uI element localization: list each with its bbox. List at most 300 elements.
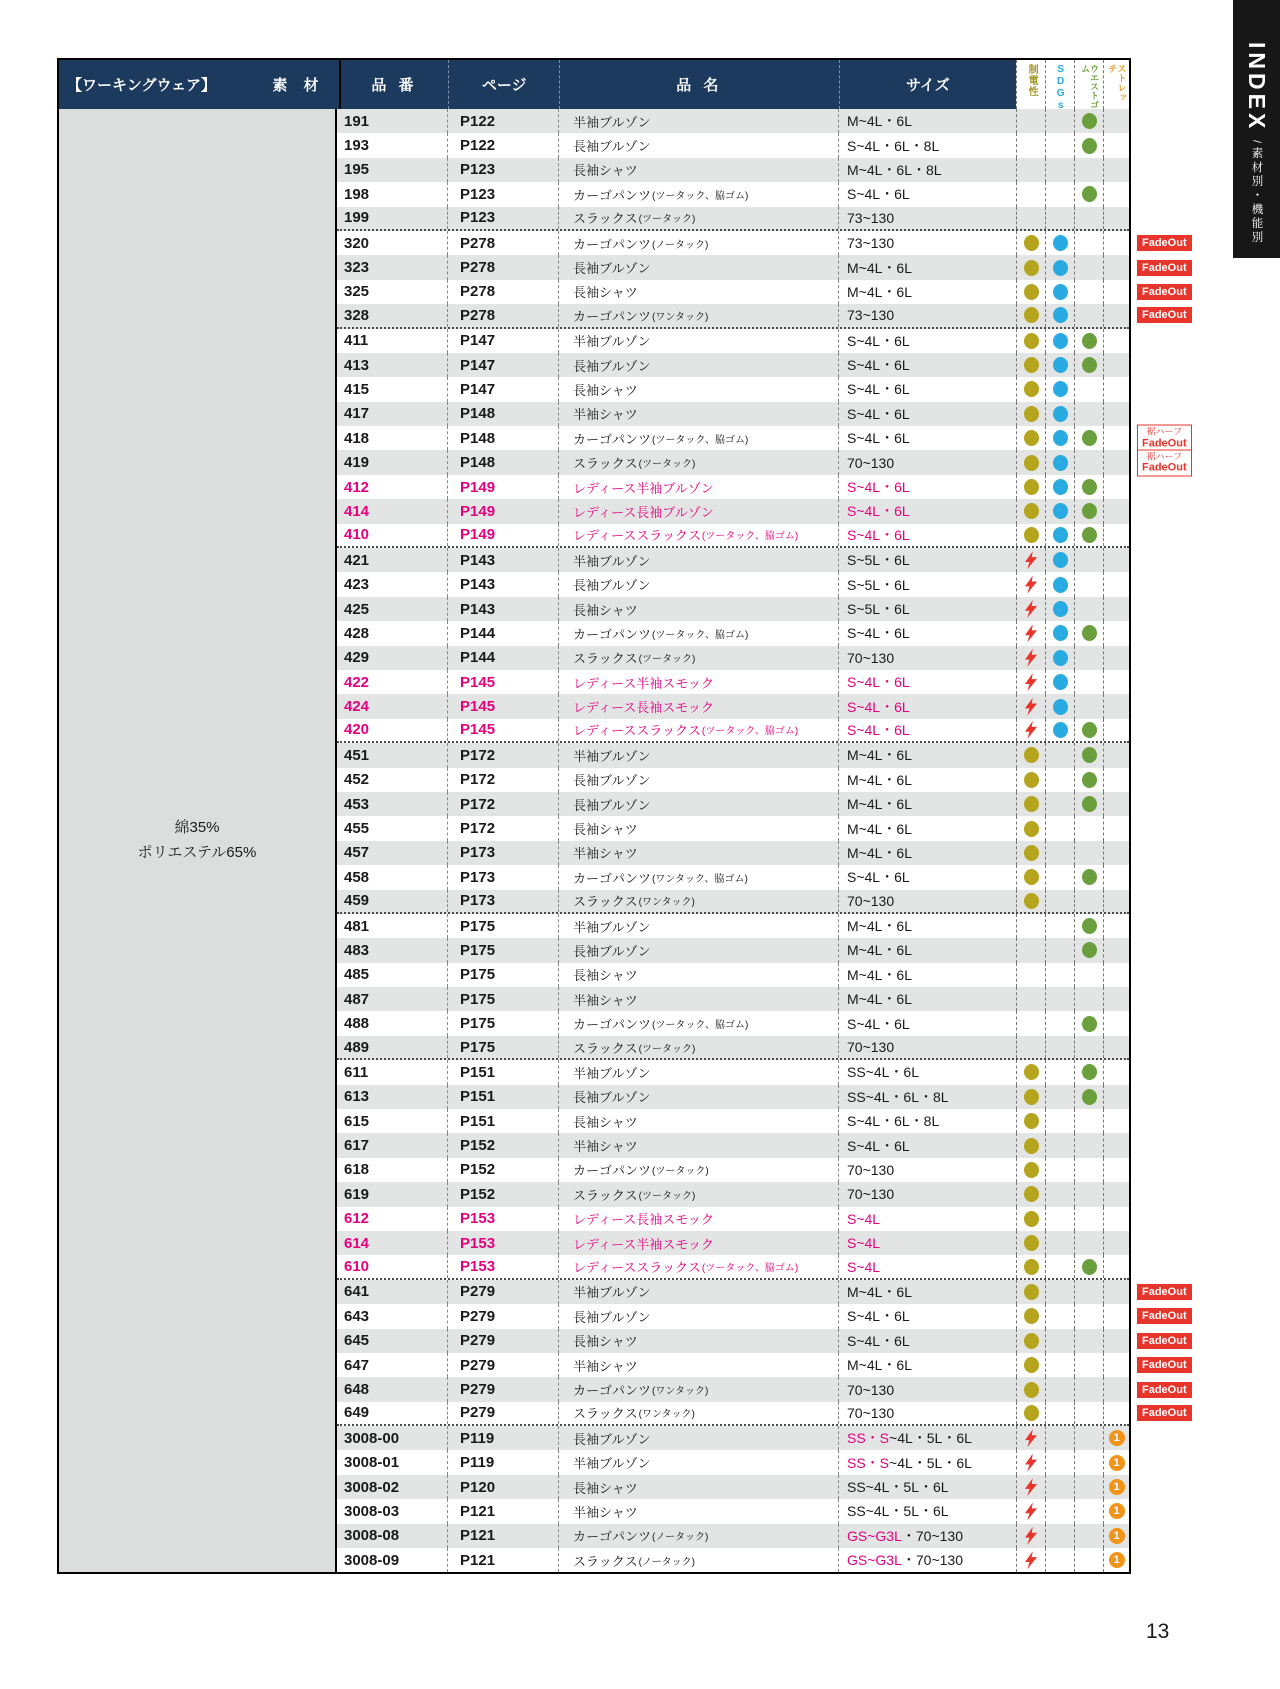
fadeout-badge: FadeOut [1137, 1333, 1192, 1349]
product-name-suffix: (ツータック) [638, 1043, 696, 1055]
waist-elastic-cell [1074, 890, 1103, 912]
page-ref-cell: P173 [447, 865, 558, 889]
size-text: 70~130 [847, 649, 895, 666]
size-text: 73~130 [847, 235, 895, 252]
page-ref-cell: P278 [447, 304, 558, 326]
header-product-number: 品 番 [339, 60, 449, 109]
product-number-cell: 193 [344, 137, 370, 155]
stretch-cell [1103, 1133, 1129, 1157]
size-text: S~4L・6L [847, 357, 910, 374]
waist-elastic-cell [1074, 1280, 1103, 1304]
waist-elastic-cell [1074, 280, 1103, 304]
table-row [337, 402, 1129, 426]
antistatic-dot-icon [1024, 1284, 1039, 1300]
product-number-cell: 419 [344, 454, 370, 472]
sdgs-cell [1045, 182, 1074, 206]
product-number-cell: 3008-01 [344, 1454, 400, 1472]
table-row [337, 987, 1129, 1011]
product-name-text: 長袖シャツ [573, 382, 638, 398]
antistatic-cell [1016, 670, 1045, 694]
table-row [337, 207, 1129, 231]
size-text: S~4L・6L [847, 526, 910, 543]
antistatic-cell [1016, 1255, 1045, 1277]
sdgs-cell [1045, 1060, 1074, 1084]
stretch-cell [1103, 231, 1129, 255]
product-name-cell [558, 426, 838, 450]
product-number-cell: 320 [344, 234, 370, 252]
fadeout-badge: FadeOut [1137, 1284, 1192, 1300]
table-row [337, 694, 1129, 718]
page-ref-cell: P149 [447, 475, 558, 499]
size-cell [838, 255, 1016, 279]
product-number-cell: 614 [344, 1234, 370, 1252]
waist-elastic-cell [1074, 158, 1103, 182]
size-text: S~4L [847, 1235, 881, 1252]
page-ref-cell: P175 [447, 1036, 558, 1058]
product-number-cell: 325 [344, 283, 370, 301]
size-text: ~4L・5L・6L [889, 1430, 972, 1447]
size-cell [838, 768, 1016, 792]
antistatic-cell [1016, 719, 1045, 741]
product-name-text: レディーススラックス [573, 1260, 701, 1276]
stretch-cell [1103, 1231, 1129, 1255]
page-ref-cell: P123 [447, 207, 558, 229]
table-row [337, 1377, 1187, 1401]
waist-elastic-cell [1074, 572, 1103, 596]
stretch-cell [1103, 670, 1129, 694]
waist-elastic-cell [1074, 1182, 1103, 1206]
size-text: S~4L・6L [847, 332, 910, 349]
sdgs-cell [1045, 1231, 1074, 1255]
antistatic-cell [1016, 1426, 1045, 1450]
size-cell [838, 1036, 1016, 1058]
size-text: S~4L・6L [847, 1332, 910, 1349]
sdgs-dot-icon [1053, 381, 1068, 397]
table-row [337, 426, 1187, 450]
product-name-text: 半袖シャツ [573, 992, 638, 1008]
sdgs-dot-icon [1053, 577, 1068, 593]
antistatic-bolt-icon [1024, 673, 1039, 691]
fadeout-badge: FadeOut [1137, 1382, 1192, 1398]
page-ref-cell: P149 [447, 524, 558, 546]
size-cell [838, 1085, 1016, 1109]
product-name-suffix: (ワンタック、脇ゴム) [652, 873, 748, 885]
page-ref-cell: P172 [447, 792, 558, 816]
size-text: S~4L・6L [847, 405, 910, 422]
table-row [337, 182, 1129, 206]
page-ref-cell: P151 [447, 1060, 558, 1084]
size-cell [838, 1255, 1016, 1277]
product-name-suffix: (ノータック) [638, 1556, 695, 1568]
sdgs-cell [1045, 1329, 1074, 1353]
antistatic-dot-icon [1024, 1064, 1039, 1080]
antistatic-cell [1016, 841, 1045, 865]
product-name-text: レディーススラックス [573, 723, 701, 739]
stretch-cell [1103, 1036, 1129, 1058]
antistatic-bolt-icon [1024, 698, 1039, 716]
stretch-cell [1103, 1304, 1129, 1328]
sdgs-dot-icon [1053, 333, 1068, 349]
page-ref-cell: P175 [447, 914, 558, 938]
antistatic-cell [1016, 1060, 1045, 1084]
antistatic-cell [1016, 938, 1045, 962]
waist-elastic-cell [1074, 1377, 1103, 1401]
page-ref-cell: P122 [447, 109, 558, 133]
sdgs-cell [1045, 1426, 1074, 1450]
page-ref-cell: P175 [447, 1011, 558, 1035]
product-name-cell [558, 743, 838, 767]
page-ref-cell: P278 [447, 255, 558, 279]
waist-elastic-cell [1074, 1255, 1103, 1277]
waist-elastic-cell [1074, 1207, 1103, 1231]
sdgs-cell [1045, 1548, 1074, 1572]
size-text: 70~130 [847, 1186, 895, 1203]
antistatic-dot-icon [1024, 260, 1039, 276]
sdgs-dot-icon [1053, 260, 1068, 276]
antistatic-bolt-icon [1024, 624, 1039, 642]
size-text: M~4L・6L [847, 966, 912, 983]
stretch-cell [1103, 938, 1129, 962]
table-rows [335, 109, 1187, 1572]
sdgs-cell [1045, 1109, 1074, 1133]
product-name-suffix: (ツータック、脇ゴム) [652, 1020, 749, 1032]
stretch-cell [1103, 1524, 1129, 1548]
product-number-cell: 3008-02 [344, 1478, 400, 1496]
size-text: S~4L [847, 1258, 881, 1275]
product-name-text: 半袖ブルゾン [573, 919, 651, 935]
waist-elastic-cell [1074, 499, 1103, 523]
stretch-level1-icon: 1 [1109, 1455, 1125, 1471]
table-row [337, 841, 1129, 865]
table-row [337, 865, 1129, 889]
waist-elastic-cell [1074, 1450, 1103, 1474]
size-text: M~4L・6L [847, 283, 912, 300]
sdgs-cell [1045, 1207, 1074, 1231]
table-row [337, 1548, 1129, 1572]
product-number-cell: 458 [344, 868, 370, 886]
page-ref-cell: P279 [447, 1377, 558, 1401]
product-name-text: 長袖シャツ [573, 285, 638, 301]
product-name-cell [558, 1329, 838, 1353]
category-label: 【ワーキングウェア】 [67, 77, 216, 94]
product-name-cell [558, 572, 838, 596]
waist-elastic-cell [1074, 1011, 1103, 1035]
product-name-cell [558, 1304, 838, 1328]
antistatic-cell [1016, 1158, 1045, 1182]
antistatic-cell [1016, 1548, 1045, 1572]
waist-elastic-cell [1074, 621, 1103, 645]
size-cell [838, 280, 1016, 304]
table-row [337, 524, 1129, 548]
material-line1: 綿35% [174, 818, 220, 836]
table-row [337, 1329, 1187, 1353]
antistatic-bolt-icon [1024, 1454, 1039, 1472]
product-name-cell [558, 280, 838, 304]
product-name-cell [558, 719, 838, 741]
stretch-cell [1103, 353, 1129, 377]
product-name-text: カーゴパンツ [573, 236, 652, 252]
size-cell [838, 133, 1016, 157]
product-number-cell: 611 [344, 1063, 369, 1081]
waist-elastic-cell [1074, 597, 1103, 621]
product-number-cell: 328 [344, 306, 370, 324]
page-ref-cell: P152 [447, 1133, 558, 1157]
product-number-cell: 618 [344, 1161, 370, 1179]
table-row [337, 1133, 1129, 1157]
stretch-cell [1103, 1109, 1129, 1133]
product-number-cell: 199 [344, 209, 370, 227]
waist-elastic-cell [1074, 816, 1103, 840]
size-cell [838, 1353, 1016, 1377]
size-text: SS~4L・6L・8L [847, 1088, 949, 1105]
antistatic-dot-icon [1024, 1089, 1039, 1105]
product-name-cell [558, 1377, 838, 1401]
sdgs-cell [1045, 402, 1074, 426]
page-ref-cell: P279 [447, 1329, 558, 1353]
product-name-text: 半袖ブルゾン [573, 748, 651, 764]
page-ref-cell: P151 [447, 1085, 558, 1109]
product-name-text: スラックス [573, 1187, 638, 1203]
stretch-cell [1103, 475, 1129, 499]
sdgs-cell [1045, 743, 1074, 767]
size-text: M~4L・6L [847, 942, 912, 959]
size-text: S~4L・6L [847, 674, 910, 691]
stretch-cell [1103, 914, 1129, 938]
table-row [337, 255, 1187, 279]
waist-elastic-dot-icon [1082, 113, 1097, 129]
product-number-cell: 3008-03 [344, 1502, 400, 1520]
table-row [337, 670, 1129, 694]
product-number-cell: 617 [344, 1137, 370, 1155]
product-name-cell [558, 1548, 838, 1572]
sdgs-cell [1045, 499, 1074, 523]
sdgs-cell [1045, 133, 1074, 157]
page-ref-cell: P153 [447, 1255, 558, 1277]
product-name-text: 長袖シャツ [573, 822, 638, 838]
waist-elastic-cell [1074, 1426, 1103, 1450]
page-ref-cell: P279 [447, 1304, 558, 1328]
antistatic-cell [1016, 1207, 1045, 1231]
table-row [337, 1499, 1129, 1523]
waist-elastic-cell [1074, 841, 1103, 865]
size-cell [838, 353, 1016, 377]
size-cell [838, 1304, 1016, 1328]
product-name-text: 長袖ブルゾン [573, 578, 651, 594]
sdgs-dot-icon [1053, 674, 1068, 690]
product-name-suffix: (ノータック) [652, 239, 709, 251]
sdgs-cell [1045, 597, 1074, 621]
waist-elastic-cell [1074, 694, 1103, 718]
page-ref-cell: P278 [447, 231, 558, 255]
product-name-suffix: (ツータック) [638, 1190, 696, 1202]
waist-elastic-cell [1074, 1060, 1103, 1084]
sdgs-cell [1045, 914, 1074, 938]
table-row [337, 1524, 1129, 1548]
product-name-cell [558, 914, 838, 938]
product-name-cell [558, 304, 838, 326]
product-name-text: カーゴパンツ [573, 870, 652, 886]
size-text: 70~130 [847, 1161, 895, 1178]
antistatic-dot-icon [1024, 796, 1039, 812]
table-row [337, 1450, 1129, 1474]
size-special-text: SS・S [847, 1430, 890, 1447]
waist-elastic-cell [1074, 377, 1103, 401]
waist-elastic-cell [1074, 987, 1103, 1011]
stretch-cell [1103, 1499, 1129, 1523]
page-ref-cell: P122 [447, 133, 558, 157]
fadeout-badge: FadeOut [1137, 1357, 1192, 1373]
size-text: 70~130 [847, 1039, 895, 1056]
waist-elastic-cell [1074, 1133, 1103, 1157]
table-row [337, 1085, 1129, 1109]
size-text: M~4L・6L・8L [847, 161, 942, 178]
product-number-cell: 412 [344, 478, 370, 496]
waist-elastic-cell [1074, 1475, 1103, 1499]
product-name-text: カーゴパンツ [573, 431, 652, 447]
product-name-text: レディース半袖スモック [573, 675, 714, 691]
product-name-text: 半袖シャツ [573, 1139, 638, 1155]
product-name-suffix: (ツータック、脇ゴム) [652, 434, 749, 446]
product-name-text: スラックス [573, 651, 638, 667]
product-name-cell [558, 768, 838, 792]
product-name-cell [558, 597, 838, 621]
antistatic-cell [1016, 475, 1045, 499]
size-text: S~4L・6L [847, 869, 910, 886]
antistatic-cell [1016, 402, 1045, 426]
product-number-cell: 483 [344, 941, 370, 959]
antistatic-cell [1016, 255, 1045, 279]
fadeout-badge: FadeOut [1137, 284, 1192, 300]
antistatic-dot-icon [1024, 1382, 1039, 1398]
sdgs-cell [1045, 304, 1074, 326]
page-ref-cell: P123 [447, 182, 558, 206]
product-name-text: レディース半袖スモック [573, 1236, 714, 1252]
fadeout-badge: FadeOut [1137, 1405, 1192, 1421]
antistatic-bolt-icon [1024, 1551, 1039, 1569]
stretch-level1-icon: 1 [1109, 1503, 1125, 1519]
size-cell [838, 231, 1016, 255]
stretch-cell [1103, 597, 1129, 621]
antistatic-bolt-icon [1024, 721, 1039, 739]
waist-elastic-dot-icon [1082, 430, 1097, 446]
product-name-cell [558, 621, 838, 645]
hem-half-label: 裾ハーフ [1146, 426, 1183, 437]
size-text: SS~4L・5L・6L [847, 1503, 949, 1520]
size-text: S~4L・6L [847, 1015, 910, 1032]
antistatic-cell [1016, 1450, 1045, 1474]
antistatic-dot-icon [1024, 235, 1039, 251]
table-row [337, 963, 1129, 987]
product-name-cell [558, 109, 838, 133]
page-ref-cell: P279 [447, 1353, 558, 1377]
stretch-cell [1103, 1182, 1129, 1206]
stretch-cell [1103, 890, 1129, 912]
size-cell [838, 524, 1016, 546]
size-text: S~4L・6L [847, 1137, 910, 1154]
stretch-cell [1103, 1011, 1129, 1035]
waist-elastic-dot-icon [1082, 625, 1097, 641]
product-name-suffix: (ツータック、脇ゴム) [701, 531, 799, 543]
sdgs-dot-icon [1053, 479, 1068, 495]
size-cell [838, 182, 1016, 206]
sdgs-dot-icon [1053, 699, 1068, 715]
sdgs-cell [1045, 1402, 1074, 1424]
stretch-cell [1103, 646, 1129, 670]
size-cell [838, 890, 1016, 912]
header-product-name: 品 名 [559, 60, 838, 109]
waist-elastic-cell [1074, 792, 1103, 816]
waist-elastic-dot-icon [1082, 918, 1097, 934]
index-side-tab [1233, 0, 1280, 258]
waist-elastic-dot-icon [1082, 942, 1097, 958]
antistatic-dot-icon [1024, 381, 1039, 397]
product-name-suffix: (ツータック) [638, 459, 696, 471]
page-ref-cell: P151 [447, 1109, 558, 1133]
size-text: S~4L・6L・8L [847, 1113, 940, 1130]
page-ref-cell: P153 [447, 1231, 558, 1255]
product-name-text: カーゴパンツ [573, 1529, 652, 1545]
page-ref-cell: P153 [447, 1207, 558, 1231]
product-name-text: カーゴパンツ [573, 626, 652, 642]
page-ref-cell: P148 [447, 450, 558, 474]
table-row [337, 1304, 1187, 1328]
size-cell [838, 1207, 1016, 1231]
waist-elastic-cell [1074, 938, 1103, 962]
stretch-level1-icon: 1 [1109, 1479, 1125, 1495]
product-name-text: レディーススラックス [573, 528, 701, 544]
antistatic-dot-icon [1024, 1113, 1039, 1129]
page-ref-cell: P172 [447, 816, 558, 840]
waist-elastic-cell [1074, 914, 1103, 938]
size-cell [838, 621, 1016, 645]
antistatic-cell [1016, 768, 1045, 792]
page-ref-cell: P119 [447, 1450, 558, 1474]
product-number-cell: 488 [344, 1015, 370, 1033]
size-text: S~5L・6L [847, 552, 910, 569]
size-cell [838, 572, 1016, 596]
antistatic-cell [1016, 1377, 1045, 1401]
product-name-text: 長袖ブルゾン [573, 943, 651, 959]
sdgs-cell [1045, 1255, 1074, 1277]
stretch-cell [1103, 304, 1129, 326]
table-row [337, 621, 1129, 645]
antistatic-cell [1016, 1182, 1045, 1206]
hem-half-label: 裾ハーフ [1146, 451, 1183, 462]
antistatic-dot-icon [1024, 527, 1039, 543]
antistatic-cell [1016, 524, 1045, 546]
size-text: 70~130 [847, 892, 895, 909]
index-side-tab-text [1243, 42, 1270, 258]
product-name-cell [558, 1231, 838, 1255]
product-number-cell: 3008-00 [344, 1429, 400, 1447]
waist-elastic-cell [1074, 1402, 1103, 1424]
sdgs-cell [1045, 621, 1074, 645]
product-name-cell [558, 499, 838, 523]
table-row [337, 1231, 1129, 1255]
size-cell [838, 694, 1016, 718]
product-number-cell: 648 [344, 1381, 370, 1398]
antistatic-dot-icon [1024, 1259, 1039, 1275]
antistatic-cell [1016, 377, 1045, 401]
size-text: M~4L・6L [847, 1357, 912, 1374]
product-name-cell [558, 1499, 838, 1523]
product-name-cell [558, 694, 838, 718]
table-row [337, 109, 1129, 133]
page-ref-cell: P143 [447, 572, 558, 596]
page-ref-cell: P173 [447, 890, 558, 912]
product-name-text: 半袖ブルゾン [573, 1456, 651, 1472]
product-name-text: 長袖ブルゾン [573, 1309, 651, 1325]
